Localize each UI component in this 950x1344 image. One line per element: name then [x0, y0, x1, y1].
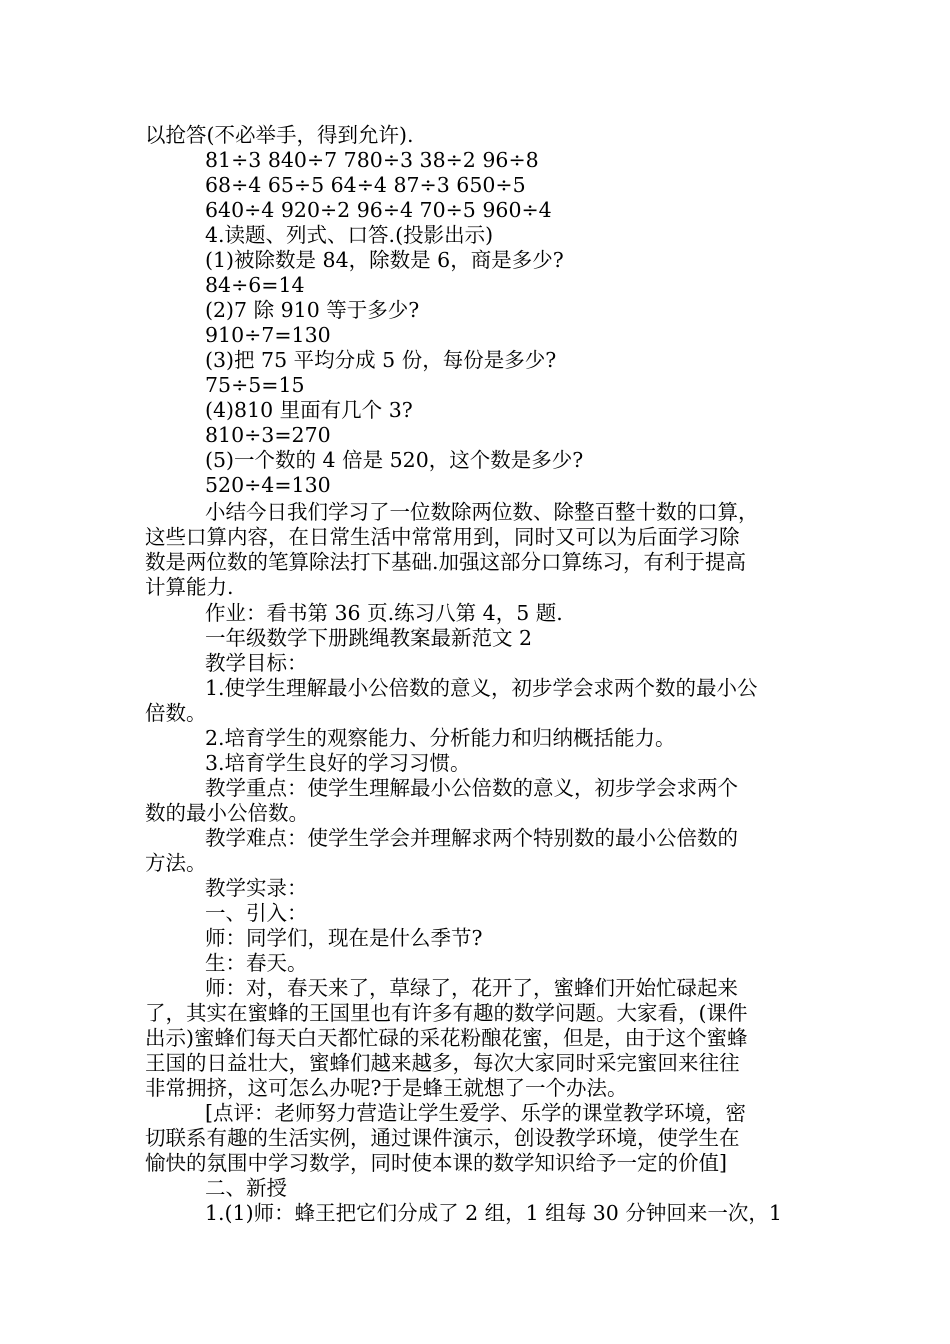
text-line: (1)被除数是 84，除数是 6，商是多少? [205, 248, 564, 272]
text-line: 2.培育学生的观察能力、分析能力和归纳概括能力。 [205, 726, 676, 750]
text-line: 教学难点：使学生学会并理解求两个特别数的最小公倍数的 [205, 826, 738, 850]
text-line: 84÷6=14 [205, 273, 305, 297]
text-line: 了，其实在蜜蜂的王国里也有许多有趣的数学问题。大家看，(课件 [145, 1001, 748, 1025]
text-line: 二、新授 [205, 1176, 287, 1200]
text-line: (4)810 里面有几个 3? [205, 398, 413, 422]
text-line: 520÷4=130 [205, 473, 331, 497]
text-line: 一年级数学下册跳绳教案最新范文 2 [205, 626, 533, 650]
text-line: 非常拥挤，这可怎么办呢?于是蜂王就想了一个办法。 [145, 1076, 628, 1100]
text-line: (2)7 除 910 等于多少? [205, 298, 420, 322]
text-line: 王国的日益壮大，蜜蜂们越来越多，每次大家同时采完蜜回来往往 [145, 1051, 740, 1075]
text-line: 1.(1)师：蜂王把它们分成了 2 组，1 组每 30 分钟回来一次，1 [205, 1201, 782, 1225]
text-line: 数是两位数的笔算除法打下基础.加强这部分口算练习，有利于提高 [145, 550, 747, 574]
text-line: 师：对，春天来了，草绿了，花开了，蜜蜂们开始忙碌起来 [205, 976, 738, 1000]
text-line: 910÷7=130 [205, 323, 331, 347]
text-line: 作业：看书第 36 页.练习八第 4，5 题. [205, 601, 563, 625]
text-line: 倍数。 [145, 701, 207, 725]
text-line: 切联系有趣的生活实例，通过课件演示，创设教学环境，使学生在 [145, 1126, 740, 1150]
text-line: [点评：老师努力营造让学生爱学、乐学的课堂教学环境，密 [205, 1101, 746, 1125]
text-line: 以抢答(不必举手，得到允许). [145, 123, 414, 147]
text-line: 640÷4 920÷2 96÷4 70÷5 960÷4 [205, 198, 552, 222]
text-line: 810÷3=270 [205, 423, 331, 447]
text-line: 75÷5=15 [205, 373, 305, 397]
text-line: 一、引入： [205, 901, 308, 925]
text-line: 师：同学们，现在是什么季节? [205, 926, 483, 950]
text-line: 计算能力. [145, 575, 234, 599]
text-line: 68÷4 65÷5 64÷4 87÷3 650÷5 [205, 173, 526, 197]
text-line: 方法。 [145, 851, 207, 875]
text-line: 3.培育学生良好的学习习惯。 [205, 751, 471, 775]
text-line: 4.读题、列式、口答.(投影出示) [205, 223, 494, 247]
text-line: 1.使学生理解最小公倍数的意义，初步学会求两个数的最小公 [205, 676, 758, 700]
text-line: 81÷3 840÷7 780÷3 38÷2 96÷8 [205, 148, 539, 172]
text-line: 小结今日我们学习了一位数除两位数、除整百整十数的口算， [205, 500, 759, 524]
text-line: (3)把 75 平均分成 5 份，每份是多少? [205, 348, 557, 372]
text-line: 教学重点：使学生理解最小公倍数的意义，初步学会求两个 [205, 776, 738, 800]
text-line: (5)一个数的 4 倍是 520，这个数是多少? [205, 448, 584, 472]
text-line: 教学目标： [205, 651, 308, 675]
text-line: 出示)蜜蜂们每天白天都忙碌的采花粉酿花蜜，但是，由于这个蜜蜂 [145, 1026, 748, 1050]
text-line: 教学实录： [205, 876, 308, 900]
text-line: 数的最小公倍数。 [145, 801, 309, 825]
text-line: 生：春天。 [205, 951, 308, 975]
text-line: 愉快的氛围中学习数学，同时使本课的数学知识给予一定的价值] [145, 1151, 727, 1175]
text-line: 这些口算内容，在日常生活中常常用到，同时又可以为后面学习除 [145, 525, 740, 549]
